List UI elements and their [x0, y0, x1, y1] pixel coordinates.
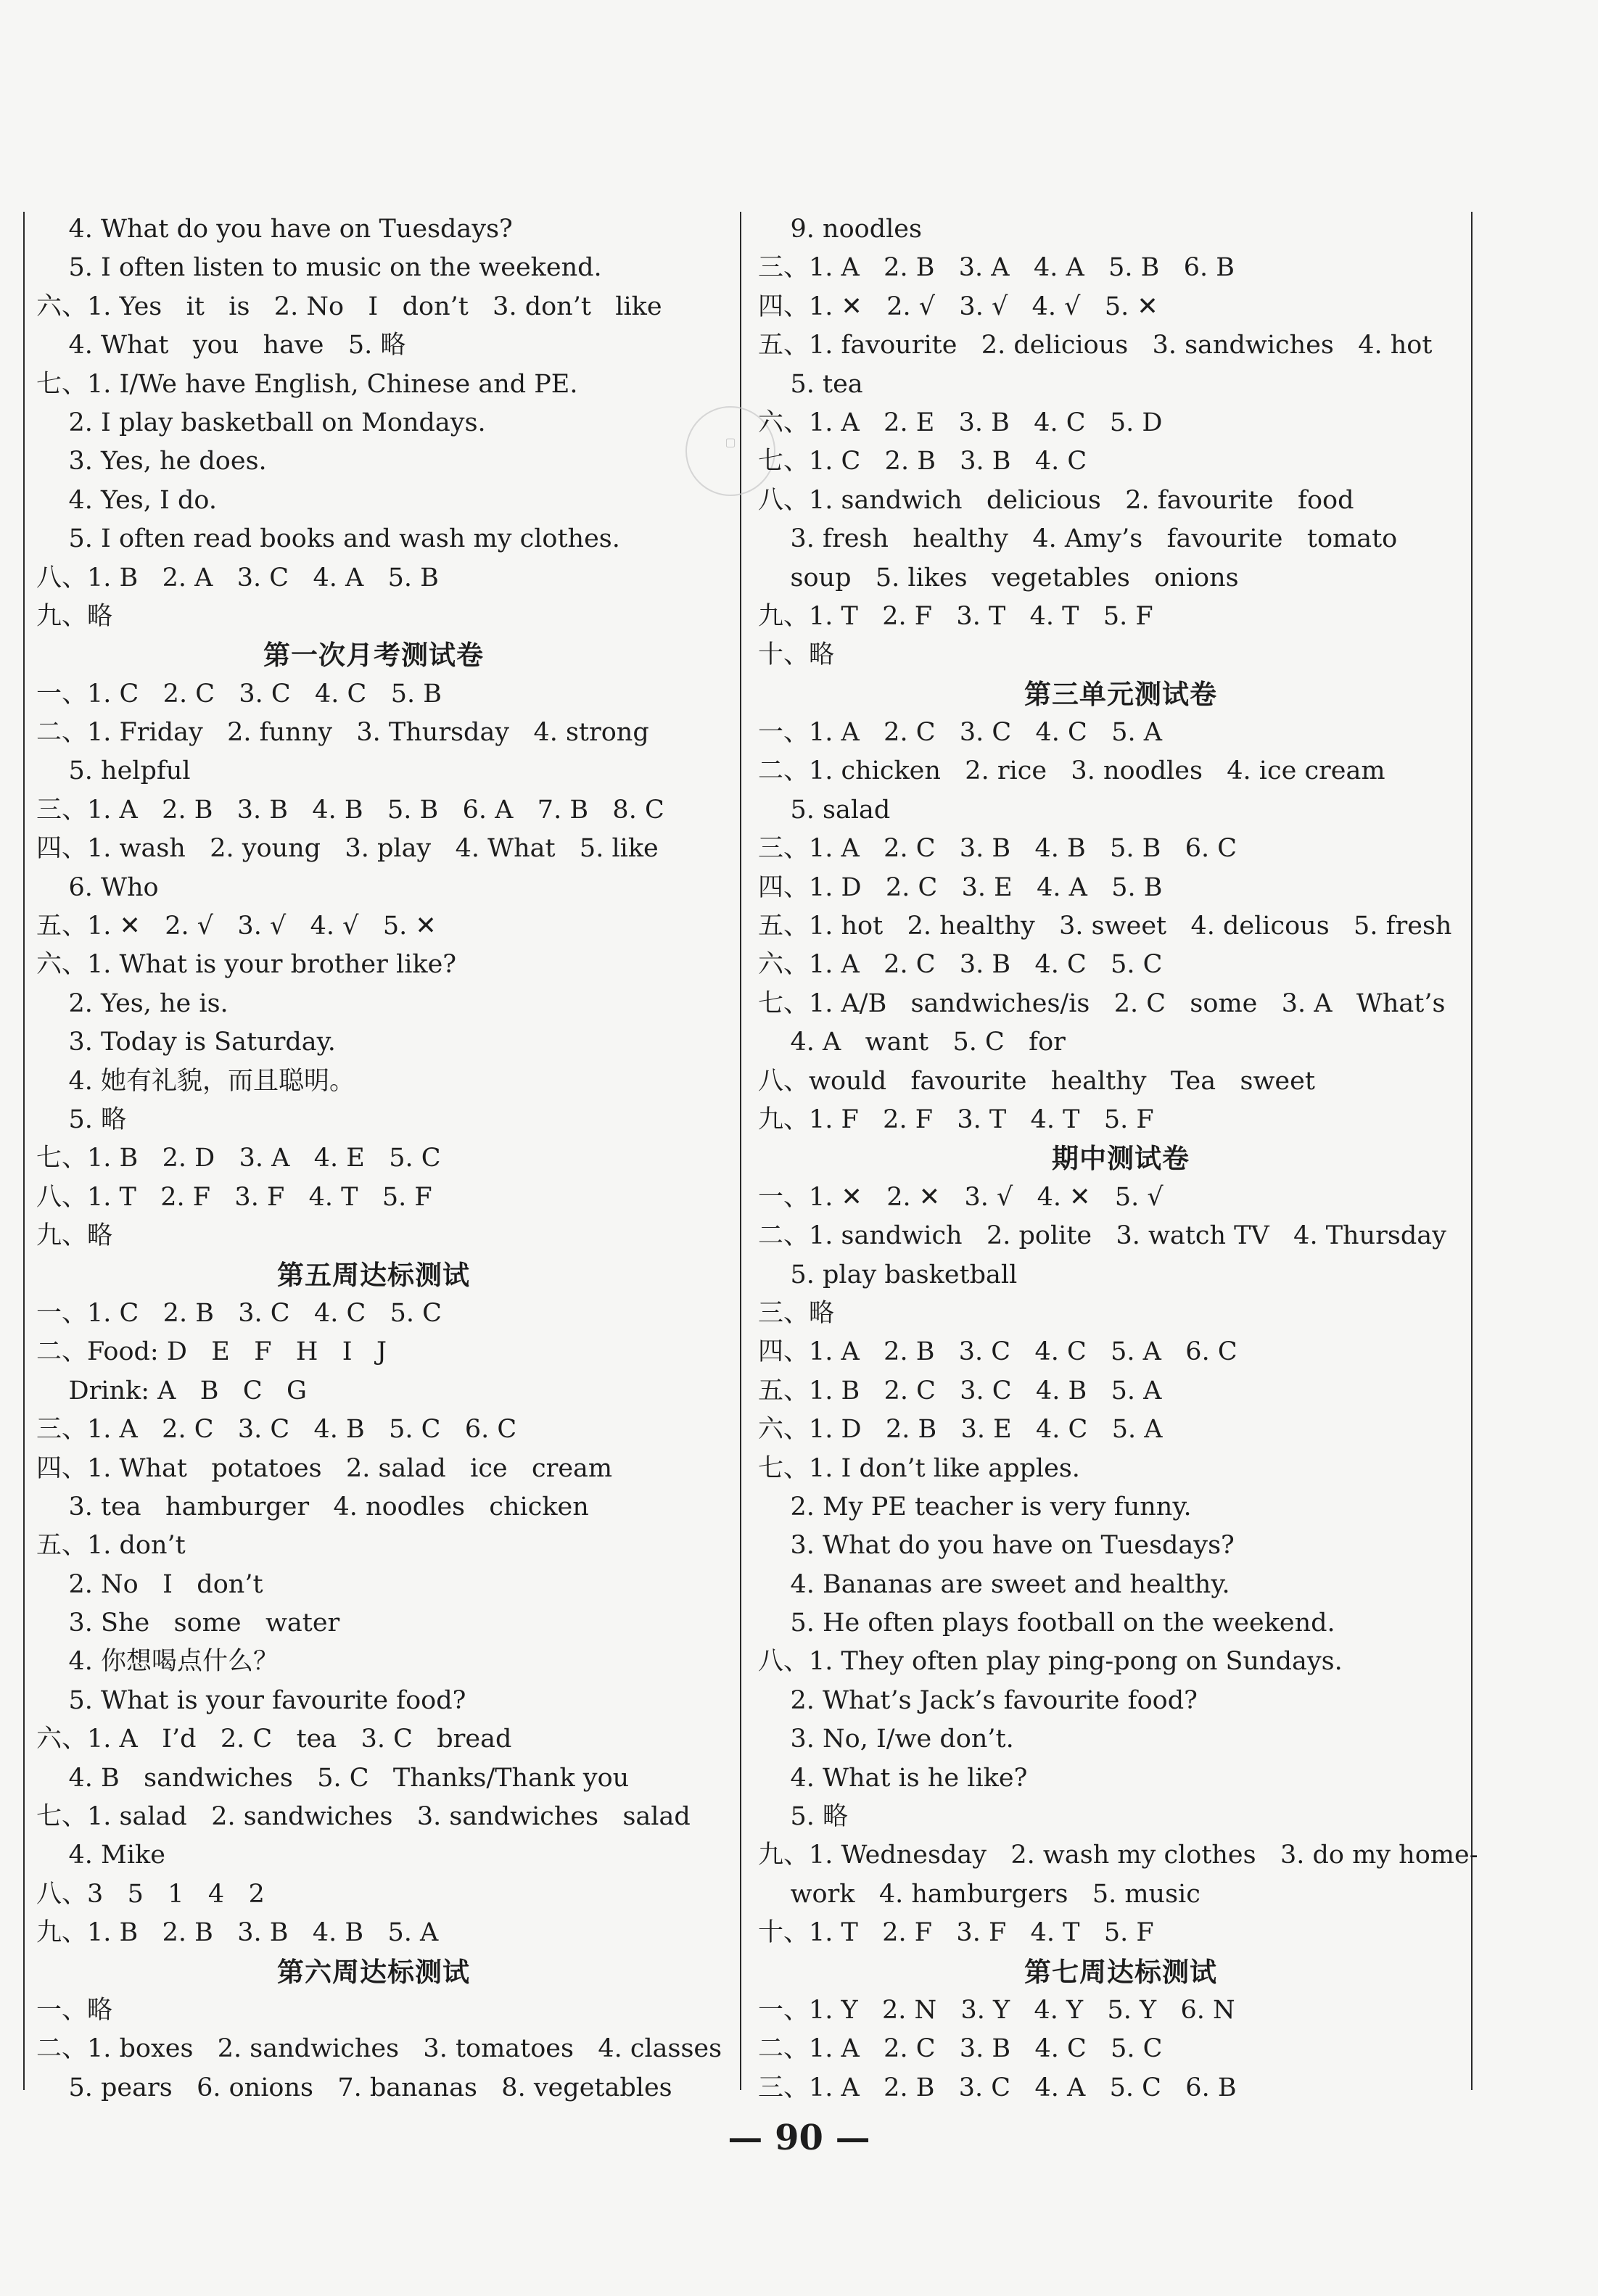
right-answer-column [758, 210, 1483, 2107]
answer-line: 一、略 [36, 1995, 113, 2025]
answer-line: 5. pears 6. onions 7. bananas 8. vegetables [36, 2073, 672, 2102]
answer-line: 七、1. B 2. D 3. A 4. E 5. C [36, 1144, 441, 1173]
left-margin-rule [23, 212, 25, 2090]
answer-line: 七、1. salad 2. sandwiches 3. sandwiches salad [36, 1802, 691, 1832]
answer-line: 八、1. sandwich delicious 2. favourite food [758, 485, 1354, 515]
answer-line: 二、1. Friday 2. funny 3. Thursday 4. strong [36, 718, 649, 748]
answer-line: 八、3 5 1 4 2 [36, 1879, 265, 1909]
answer-line: 4. What do you have on Tuesdays? [36, 215, 513, 244]
answer-line: 二、Food: D E F H I J [36, 1337, 387, 1367]
answer-line: 4. A want 5. C for [758, 1028, 1066, 1057]
answer-line: 二、1. chicken 2. rice 3. noodles 4. ice cream [758, 756, 1385, 786]
answer-line: 五、1. don’t [36, 1531, 186, 1561]
answer-line: 3. Yes, he does. [36, 447, 267, 476]
answer-line: 三、1. A 2. B 3. A 4. A 5. B 6. B [758, 253, 1235, 283]
answer-line: 五、1. B 2. C 3. C 4. B 5. A [758, 1376, 1162, 1405]
section-heading: 第一次月考测试卷 [263, 639, 484, 672]
answer-line: 四、1. wash 2. young 3. play 4. What 5. like [36, 834, 659, 864]
answer-line: 3. Today is Saturday. [36, 1028, 336, 1057]
answer-line: 5. What is your favourite food? [36, 1685, 466, 1715]
answer-line: Drink: A B C G [36, 1376, 308, 1405]
answer-line: 4. What you have 5. 略 [36, 331, 406, 360]
left-answer-column [36, 210, 722, 2107]
section-heading: 第六周达标测试 [277, 1955, 470, 1988]
answer-line: 六、1. Yes it is 2. No I don’t 3. don’t like [36, 292, 662, 321]
answer-line: 2. My PE teacher is very funny. [758, 1492, 1192, 1521]
watermark-stamp: ▢ [685, 406, 775, 496]
answer-line: 四、1. A 2. B 3. C 4. C 5. A 6. C [758, 1337, 1237, 1367]
answer-line: 九、略 [36, 601, 113, 631]
answer-line: soup 5. likes vegetables onions [758, 563, 1239, 592]
page-number: — 90 — [728, 2118, 870, 2158]
section-heading: 期中测试卷 [1052, 1142, 1190, 1175]
section-heading: 第七周达标测试 [1024, 1955, 1217, 1988]
answer-line: 十、1. T 2. F 3. F 4. T 5. F [758, 1918, 1154, 1948]
answer-line: 六、1. A 2. E 3. B 4. C 5. D [758, 408, 1163, 437]
answer-line: 五、1. hot 2. healthy 3. sweet 4. delicous 5. fresh [758, 912, 1452, 941]
answer-line: 七、1. C 2. B 3. B 4. C [758, 447, 1087, 476]
answer-line: 九、略 [36, 1221, 113, 1251]
answer-line: 八、1. They often play ping-pong on Sundays. [758, 1647, 1343, 1677]
answer-line: 3. What do you have on Tuesdays? [758, 1531, 1235, 1561]
answer-line: 二、1. sandwich 2. polite 3. watch TV 4. Thursday [758, 1221, 1446, 1251]
answer-line: 六、1. What is your brother like? [36, 950, 457, 980]
answer-line: 4. What is he like? [758, 1763, 1028, 1793]
answer-line: 四、1. What potatoes 2. salad ice cream [36, 1453, 613, 1483]
answer-line: 二、1. boxes 2. sandwiches 3. tomatoes 4. classes [36, 2034, 722, 2064]
answer-line: 5. I often read books and wash my clothes. [36, 524, 620, 554]
answer-line: 八、1. T 2. F 3. F 4. T 5. F [36, 1182, 432, 1212]
answer-line: 三、1. A 2. B 3. C 4. A 5. C 6. B [758, 2073, 1237, 2102]
answer-line: 九、1. F 2. F 3. T 4. T 5. F [758, 1104, 1154, 1134]
answer-line: 一、1. ✕ 2. ✕ 3. √ 4. ✕ 5. √ [758, 1182, 1164, 1212]
answer-line: 2. No I don’t [36, 1569, 263, 1599]
answer-line: work 4. hamburgers 5. music [758, 1879, 1200, 1909]
answer-line: 3. She some water [36, 1609, 340, 1638]
answer-line: 6. Who [36, 872, 159, 902]
answer-line: 五、1. ✕ 2. √ 3. √ 4. √ 5. ✕ [36, 912, 437, 941]
answer-line: 六、1. A I’d 2. C tea 3. C bread [36, 1725, 512, 1754]
answer-line: 2. I play basketball on Mondays. [36, 408, 486, 437]
answer-line: 七、1. I don’t like apples. [758, 1453, 1080, 1483]
answer-line: 9. noodles [758, 215, 922, 244]
answer-line: 5. 略 [758, 1802, 849, 1832]
answer-line: 三、1. A 2. B 3. B 4. B 5. B 6. A 7. B 8. C [36, 795, 664, 825]
answer-line: 3. No, I/we don’t. [758, 1725, 1014, 1754]
answer-line: 2. Yes, he is. [36, 988, 228, 1018]
answer-line: 六、1. D 2. B 3. E 4. C 5. A [758, 1415, 1163, 1445]
answer-line: 八、1. B 2. A 3. C 4. A 5. B [36, 563, 439, 592]
answer-line: 一、1. Y 2. N 3. Y 4. Y 5. Y 6. N [758, 1995, 1235, 2025]
section-heading: 第五周达标测试 [277, 1258, 470, 1291]
answer-line: 一、1. C 2. C 3. C 4. C 5. B [36, 679, 442, 709]
answer-line: 5. I often listen to music on the weekend. [36, 253, 602, 283]
answer-line: 四、1. D 2. C 3. E 4. A 5. B [758, 872, 1163, 902]
answer-line: 4. 你想喝点什么？ [36, 1647, 279, 1677]
answer-line: 八、would favourite healthy Tea sweet [758, 1066, 1315, 1096]
answer-line: 十、略 [758, 640, 835, 670]
answer-line: 九、1. Wednesday 2. wash my clothes 3. do my home- [758, 1841, 1478, 1870]
answer-line: 2. What’s Jack’s favourite food? [758, 1685, 1198, 1715]
answer-line: 三、1. A 2. C 3. C 4. B 5. C 6. C [36, 1415, 517, 1445]
answer-line: 三、略 [758, 1298, 835, 1328]
answer-line: 4. Bananas are sweet and healthy. [758, 1569, 1230, 1599]
answer-line: 七、1. A/B sandwiches/is 2. C some 3. A What’s [758, 988, 1446, 1018]
answer-line: 5. 略 [36, 1104, 127, 1134]
answer-line: 5. play basketball [758, 1260, 1018, 1289]
answer-line: 5. helpful [36, 756, 191, 786]
answer-line: 九、1. T 2. F 3. T 4. T 5. F [758, 601, 1153, 631]
answer-line: 4. 她有礼貌，而且聪明。 [36, 1066, 355, 1096]
answer-line: 4. Yes, I do. [36, 485, 217, 515]
answer-line: 4. Mike [36, 1841, 165, 1870]
answer-line: 3. tea hamburger 4. noodles chicken [36, 1492, 589, 1521]
answer-line: 四、1. ✕ 2. √ 3. √ 4. √ 5. ✕ [758, 292, 1158, 321]
answer-line: 二、1. A 2. C 3. B 4. C 5. C [758, 2034, 1163, 2064]
answer-line: 一、1. C 2. B 3. C 4. C 5. C [36, 1298, 442, 1328]
answer-line: 七、1. I/We have English, Chinese and PE. [36, 369, 578, 399]
answer-line: 5. salad [758, 795, 891, 825]
answer-line: 3. fresh healthy 4. Amy’s favourite tomato [758, 524, 1398, 554]
answer-line: 六、1. A 2. C 3. B 4. C 5. C [758, 950, 1163, 980]
answer-line: 五、1. favourite 2. delicious 3. sandwiches 4. hot [758, 331, 1433, 360]
answer-line: 一、1. A 2. C 3. C 4. C 5. A [758, 718, 1162, 748]
answer-line: 4. B sandwiches 5. C Thanks/Thank you [36, 1763, 630, 1793]
answer-line: 九、1. B 2. B 3. B 4. B 5. A [36, 1918, 439, 1948]
answer-line: 5. He often plays football on the weekend. [758, 1609, 1335, 1638]
answer-line: 三、1. A 2. C 3. B 4. B 5. B 6. C [758, 834, 1237, 864]
section-heading: 第三单元测试卷 [1024, 677, 1217, 710]
answer-line: 5. tea [758, 369, 863, 399]
